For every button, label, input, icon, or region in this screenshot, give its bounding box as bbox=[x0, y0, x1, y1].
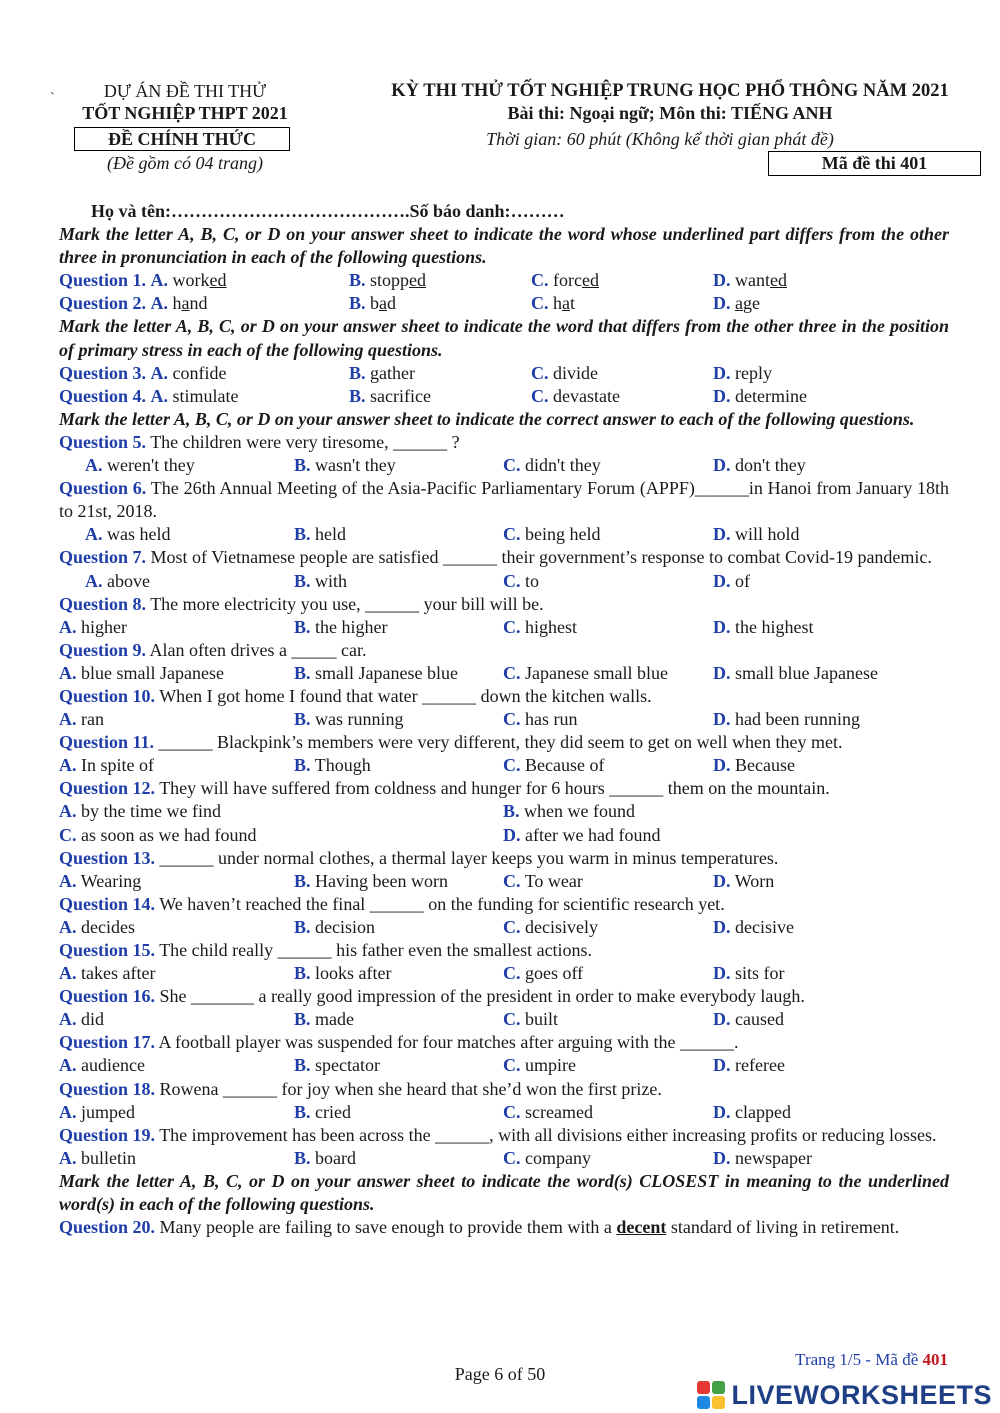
exam-subject: Bài thi: Ngoại ngữ; Môn thi: TIẾNG ANH bbox=[507, 103, 833, 123]
question-label: Question 12. bbox=[59, 778, 156, 799]
option-b[interactable]: with bbox=[315, 570, 348, 591]
question-label: Question 9. bbox=[59, 639, 147, 660]
option-a[interactable]: higher bbox=[81, 616, 127, 637]
option-a[interactable]: was held bbox=[107, 524, 171, 545]
option-a[interactable]: hand bbox=[172, 293, 208, 314]
option-d[interactable]: Because bbox=[735, 755, 795, 776]
option-d[interactable]: clapped bbox=[735, 1101, 791, 1122]
exam-duration: Thời gian: 60 phút (Không kể thời gian phát đề) bbox=[486, 129, 834, 149]
project-title: DỰ ÁN ĐỀ THI THỬ bbox=[103, 81, 267, 101]
option-a[interactable]: jumped bbox=[81, 1101, 135, 1122]
question-text: ______ Blackpink’s members were very different, they did seem to get on well when they met. bbox=[154, 732, 843, 753]
instruction-closest-meaning: Mark the letter A, B, C, or D on your answer sheet to indicate the word(s) CLOSEST in meaning to the underlined word(s) in each of the following questions. bbox=[59, 1170, 949, 1215]
option-b[interactable]: Having been worn bbox=[315, 870, 448, 891]
question-12-options-cd: C. as soon as we had found D. after we had found bbox=[59, 824, 661, 845]
question-5-options: A. weren't they B. wasn't they C. didn't they D. don't they bbox=[85, 455, 806, 476]
question-label: Question 17. bbox=[59, 1032, 156, 1053]
option-b[interactable]: gather bbox=[370, 362, 415, 383]
brand-mark-icon bbox=[697, 1381, 725, 1409]
question-11 bbox=[59, 731, 949, 754]
question-6 bbox=[59, 477, 949, 523]
question-label: Question 8. bbox=[59, 593, 147, 614]
option-b[interactable]: small Japanese blue bbox=[315, 662, 458, 683]
option-d[interactable]: age bbox=[735, 293, 760, 314]
instruction-pronunciation: Mark the letter A, B, C, or D on your answer sheet to indicate the word whose underlined part differs from the other three in pronunciation in each of the following questions. bbox=[59, 224, 949, 268]
option-a[interactable]: worked bbox=[172, 270, 227, 291]
brand-name: LIVEWORKSHEETS bbox=[731, 1379, 992, 1410]
question-text: The more electricity you use, ______ your bill will be. bbox=[146, 593, 544, 614]
question-text: She _______ a really good impression of the president in order to make everybody laugh. bbox=[155, 986, 805, 1007]
option-a[interactable]: audience bbox=[81, 1055, 145, 1076]
official-badge: ĐỀ CHÍNH THỨC bbox=[74, 127, 290, 151]
question-6-options: A. was held B. held C. being held D. will hold bbox=[85, 524, 800, 545]
question-label: Question 11. bbox=[59, 732, 155, 753]
page-count-note: (Đề gồm có 04 trang) bbox=[107, 153, 263, 173]
question-text: When I got home I found that water ______ down the kitchen walls. bbox=[155, 685, 652, 706]
question-text: The 26th Annual Meeting of the Asia-Pacific Parliamentary Forum (APPF)______in Hanoi from January 18th to 21st, 2018. bbox=[59, 478, 949, 522]
question-label: Question 5. bbox=[59, 431, 147, 452]
option-d[interactable]: reply bbox=[735, 362, 772, 383]
option-c[interactable]: umpire bbox=[525, 1055, 576, 1076]
question-14 bbox=[59, 893, 949, 916]
exam-code-box: Mã đề thi 401 bbox=[768, 151, 981, 176]
question-14-options: A. decides B. decision C. decisively D. decisive bbox=[59, 916, 794, 937]
option-c[interactable]: Because of bbox=[525, 755, 605, 776]
question-label: Question 10. bbox=[59, 685, 156, 706]
question-16 bbox=[59, 985, 949, 1008]
option-b[interactable]: sacrifice bbox=[370, 385, 431, 406]
question-12-options-ab: A. by the time we find B. when we found bbox=[59, 801, 635, 822]
question-label: Question 2. bbox=[59, 293, 147, 314]
option-c[interactable]: To wear bbox=[524, 870, 583, 891]
option-a[interactable]: by the time we find bbox=[81, 801, 221, 822]
question-label: Question 20. bbox=[59, 1217, 156, 1238]
question-text: We haven’t reached the final ______ on the funding for scientific research yet. bbox=[155, 893, 725, 914]
option-a[interactable]: In spite of bbox=[81, 755, 154, 776]
option-b[interactable]: wasn't they bbox=[315, 455, 396, 476]
option-c[interactable]: highest bbox=[525, 616, 577, 637]
question-label: Question 15. bbox=[59, 940, 156, 960]
option-d[interactable]: after we had found bbox=[525, 824, 661, 845]
question-19-options: A. bulletin B. board C. company D. newspaper bbox=[59, 1147, 812, 1168]
page-code: Trang 1/5 - Mã đề 401 bbox=[795, 1350, 948, 1369]
option-b[interactable]: held bbox=[315, 524, 347, 545]
question-10 bbox=[59, 685, 949, 708]
option-b[interactable]: Though bbox=[314, 755, 371, 776]
option-a[interactable]: weren't they bbox=[107, 455, 195, 476]
question-15-options: A. takes after B. looks after C. goes off D. sits for bbox=[59, 963, 785, 984]
question-9 bbox=[59, 639, 949, 662]
question-7 bbox=[59, 546, 949, 569]
option-a[interactable]: did bbox=[81, 1009, 105, 1030]
option-c[interactable]: devastate bbox=[553, 385, 620, 406]
question-text: The child really ______ his father even the smallest actions. bbox=[155, 940, 593, 960]
question-18-options: A. jumped B. cried C. screamed D. clapped bbox=[59, 1101, 791, 1122]
option-d[interactable]: small blue Japanese bbox=[735, 662, 878, 683]
option-c[interactable]: decisively bbox=[525, 916, 598, 937]
option-c[interactable]: forced bbox=[553, 270, 599, 291]
option-d[interactable]: determine bbox=[735, 385, 807, 406]
question-text: The improvement has been across the ______, with all divisions either increasing profits or reducing losses. bbox=[155, 1124, 937, 1145]
option-d[interactable]: had been running bbox=[735, 709, 860, 730]
option-a[interactable]: takes after bbox=[81, 963, 156, 984]
question-label: Question 7. bbox=[59, 547, 147, 568]
question-1: Question 1. A. worked B. stopped C. forced D. wanted bbox=[59, 270, 787, 291]
question-8-options: A. higher B. the higher C. highest D. the highest bbox=[59, 616, 814, 637]
option-b[interactable]: when we found bbox=[524, 801, 635, 822]
question-label: Question 3. bbox=[59, 362, 147, 383]
option-a[interactable]: decides bbox=[81, 916, 135, 937]
id-field: ……… bbox=[510, 201, 565, 221]
question-4: Question 4. A. stimulate B. sacrifice C. devastate D. determine bbox=[59, 385, 807, 406]
question-8 bbox=[59, 593, 949, 616]
question-label: Question 13. bbox=[59, 847, 156, 868]
question-label: Question 14. bbox=[59, 893, 156, 914]
option-d[interactable]: newspaper bbox=[735, 1147, 812, 1168]
question-12 bbox=[59, 777, 949, 800]
question-label: Question 4. bbox=[59, 385, 147, 406]
option-a[interactable]: blue small Japanese bbox=[81, 662, 224, 683]
option-c[interactable]: hat bbox=[553, 293, 576, 314]
underlined-word: decent bbox=[616, 1217, 667, 1238]
option-a[interactable]: Wearing bbox=[80, 870, 142, 891]
option-c[interactable]: being held bbox=[525, 524, 601, 545]
option-d[interactable]: referee bbox=[735, 1055, 785, 1076]
question-17-options: A. audience B. spectator C. umpire D. referee bbox=[59, 1055, 785, 1076]
exam-content bbox=[59, 200, 949, 1239]
option-a[interactable]: stimulate bbox=[172, 385, 239, 406]
option-a[interactable]: above bbox=[107, 570, 150, 591]
question-19 bbox=[59, 1124, 949, 1147]
question-2: Question 2. A. hand B. bad C. hat D. age bbox=[59, 293, 760, 314]
question-label: Question 19. bbox=[59, 1124, 156, 1145]
option-a[interactable]: confide bbox=[172, 362, 227, 383]
question-text: Alan often drives a _____ car. bbox=[146, 639, 367, 660]
name-field: …………………………………. bbox=[171, 201, 410, 221]
option-b[interactable]: decision bbox=[315, 916, 376, 937]
exam-title: KỲ THI THỬ TỐT NGHIỆP TRUNG HỌC PHỔ THÔNG NĂM 2021 bbox=[391, 81, 949, 101]
question-5 bbox=[59, 431, 949, 454]
option-d[interactable]: of bbox=[735, 570, 750, 591]
question-13 bbox=[59, 847, 949, 870]
question-15 bbox=[59, 939, 949, 962]
option-b[interactable]: spectator bbox=[315, 1055, 380, 1076]
question-text: ______ under normal clothes, a thermal layer keeps you warm in minus temperatures. bbox=[155, 847, 779, 868]
option-b[interactable]: board bbox=[315, 1147, 356, 1168]
question-text: Rowena ______ for joy when she heard that she’d won the first prize. bbox=[155, 1078, 662, 1099]
option-c[interactable]: has run bbox=[525, 709, 578, 730]
liveworksheets-logo[interactable] bbox=[697, 1380, 992, 1410]
option-a[interactable]: ran bbox=[81, 709, 104, 730]
stray-mark: ` bbox=[50, 91, 55, 106]
option-b[interactable]: was running bbox=[315, 709, 404, 730]
option-b[interactable]: cried bbox=[315, 1101, 351, 1122]
option-c[interactable]: didn't they bbox=[525, 455, 601, 476]
question-label: Question 16. bbox=[59, 986, 156, 1007]
option-c[interactable]: as soon as we had found bbox=[81, 824, 257, 845]
option-c[interactable]: divide bbox=[553, 362, 598, 383]
question-13-options: A. Wearing B. Having been worn C. To wear D. Worn bbox=[59, 870, 775, 891]
option-c[interactable]: screamed bbox=[525, 1101, 593, 1122]
option-d[interactable]: wanted bbox=[735, 270, 787, 291]
instruction-correct-answer: Mark the letter A, B, C, or D on your answer sheet to indicate the correct answer to each of the following questions. bbox=[59, 408, 915, 429]
option-c[interactable]: Japanese small blue bbox=[525, 662, 668, 683]
option-d[interactable]: the highest bbox=[735, 616, 814, 637]
option-b[interactable]: looks after bbox=[315, 963, 392, 984]
option-b[interactable]: the higher bbox=[315, 616, 388, 637]
question-3: Question 3. A. confide B. gather C. divide D. reply bbox=[59, 362, 772, 383]
option-d[interactable]: Worn bbox=[734, 870, 775, 891]
question-7-options: A. above B. with C. to D. of bbox=[85, 570, 750, 591]
option-d[interactable]: sits for bbox=[735, 963, 785, 984]
option-d[interactable]: caused bbox=[735, 1009, 784, 1030]
option-c[interactable]: to bbox=[525, 570, 540, 591]
student-info bbox=[59, 200, 949, 223]
option-d[interactable]: decisive bbox=[735, 916, 794, 937]
question-16-options: A. did B. made C. built D. caused bbox=[59, 1009, 784, 1030]
question-text: A football player was suspended for four matches after arguing with the ______. bbox=[155, 1032, 739, 1053]
option-a[interactable]: bulletin bbox=[81, 1147, 136, 1168]
question-text: Most of Vietnamese people are satisfied ______ their government’s response to combat Covid-19 pandemic. bbox=[146, 547, 932, 568]
question-10-options: A. ran B. was running C. has run D. had been running bbox=[59, 709, 860, 730]
option-d[interactable]: don't they bbox=[735, 455, 806, 476]
question-11-options: A. In spite of B. Though C. Because of D. Because bbox=[59, 755, 795, 776]
question-label: Question 18. bbox=[59, 1078, 156, 1099]
option-b[interactable]: bad bbox=[370, 293, 397, 314]
question-20: Question 20. Many people are failing to save enough to provide them with a decent standard of living in retirement. bbox=[59, 1217, 900, 1238]
option-c[interactable]: company bbox=[525, 1147, 591, 1168]
option-c[interactable]: goes off bbox=[525, 963, 584, 984]
option-b[interactable]: stopped bbox=[370, 270, 427, 291]
name-label: Họ và tên: bbox=[91, 201, 171, 221]
option-d[interactable]: will hold bbox=[735, 524, 800, 545]
question-18 bbox=[59, 1078, 949, 1101]
option-b[interactable]: made bbox=[315, 1009, 354, 1030]
project-subtitle: TỐT NGHIỆP THPT 2021 bbox=[82, 103, 288, 123]
question-9-options: A. blue small Japanese B. small Japanese blue C. Japanese small blue D. small blue Japanese bbox=[59, 662, 878, 683]
question-label: Question 1. bbox=[59, 270, 147, 291]
option-c[interactable]: built bbox=[525, 1009, 559, 1030]
question-text: They will have suffered from coldness and hunger for 6 hours ______ them on the mountain. bbox=[155, 778, 830, 799]
question-text: The children were very tiresome, ______ ? bbox=[146, 431, 460, 452]
id-label: Số báo danh: bbox=[409, 201, 511, 221]
instruction-stress: Mark the letter A, B, C, or D on your answer sheet to indicate the word that differs from the other three in the position of primary stress in each of the following questions. bbox=[59, 316, 949, 360]
page-number: Page 6 of 50 bbox=[454, 1364, 546, 1384]
question-17 bbox=[59, 1031, 949, 1054]
question-label: Question 6. bbox=[59, 478, 147, 499]
